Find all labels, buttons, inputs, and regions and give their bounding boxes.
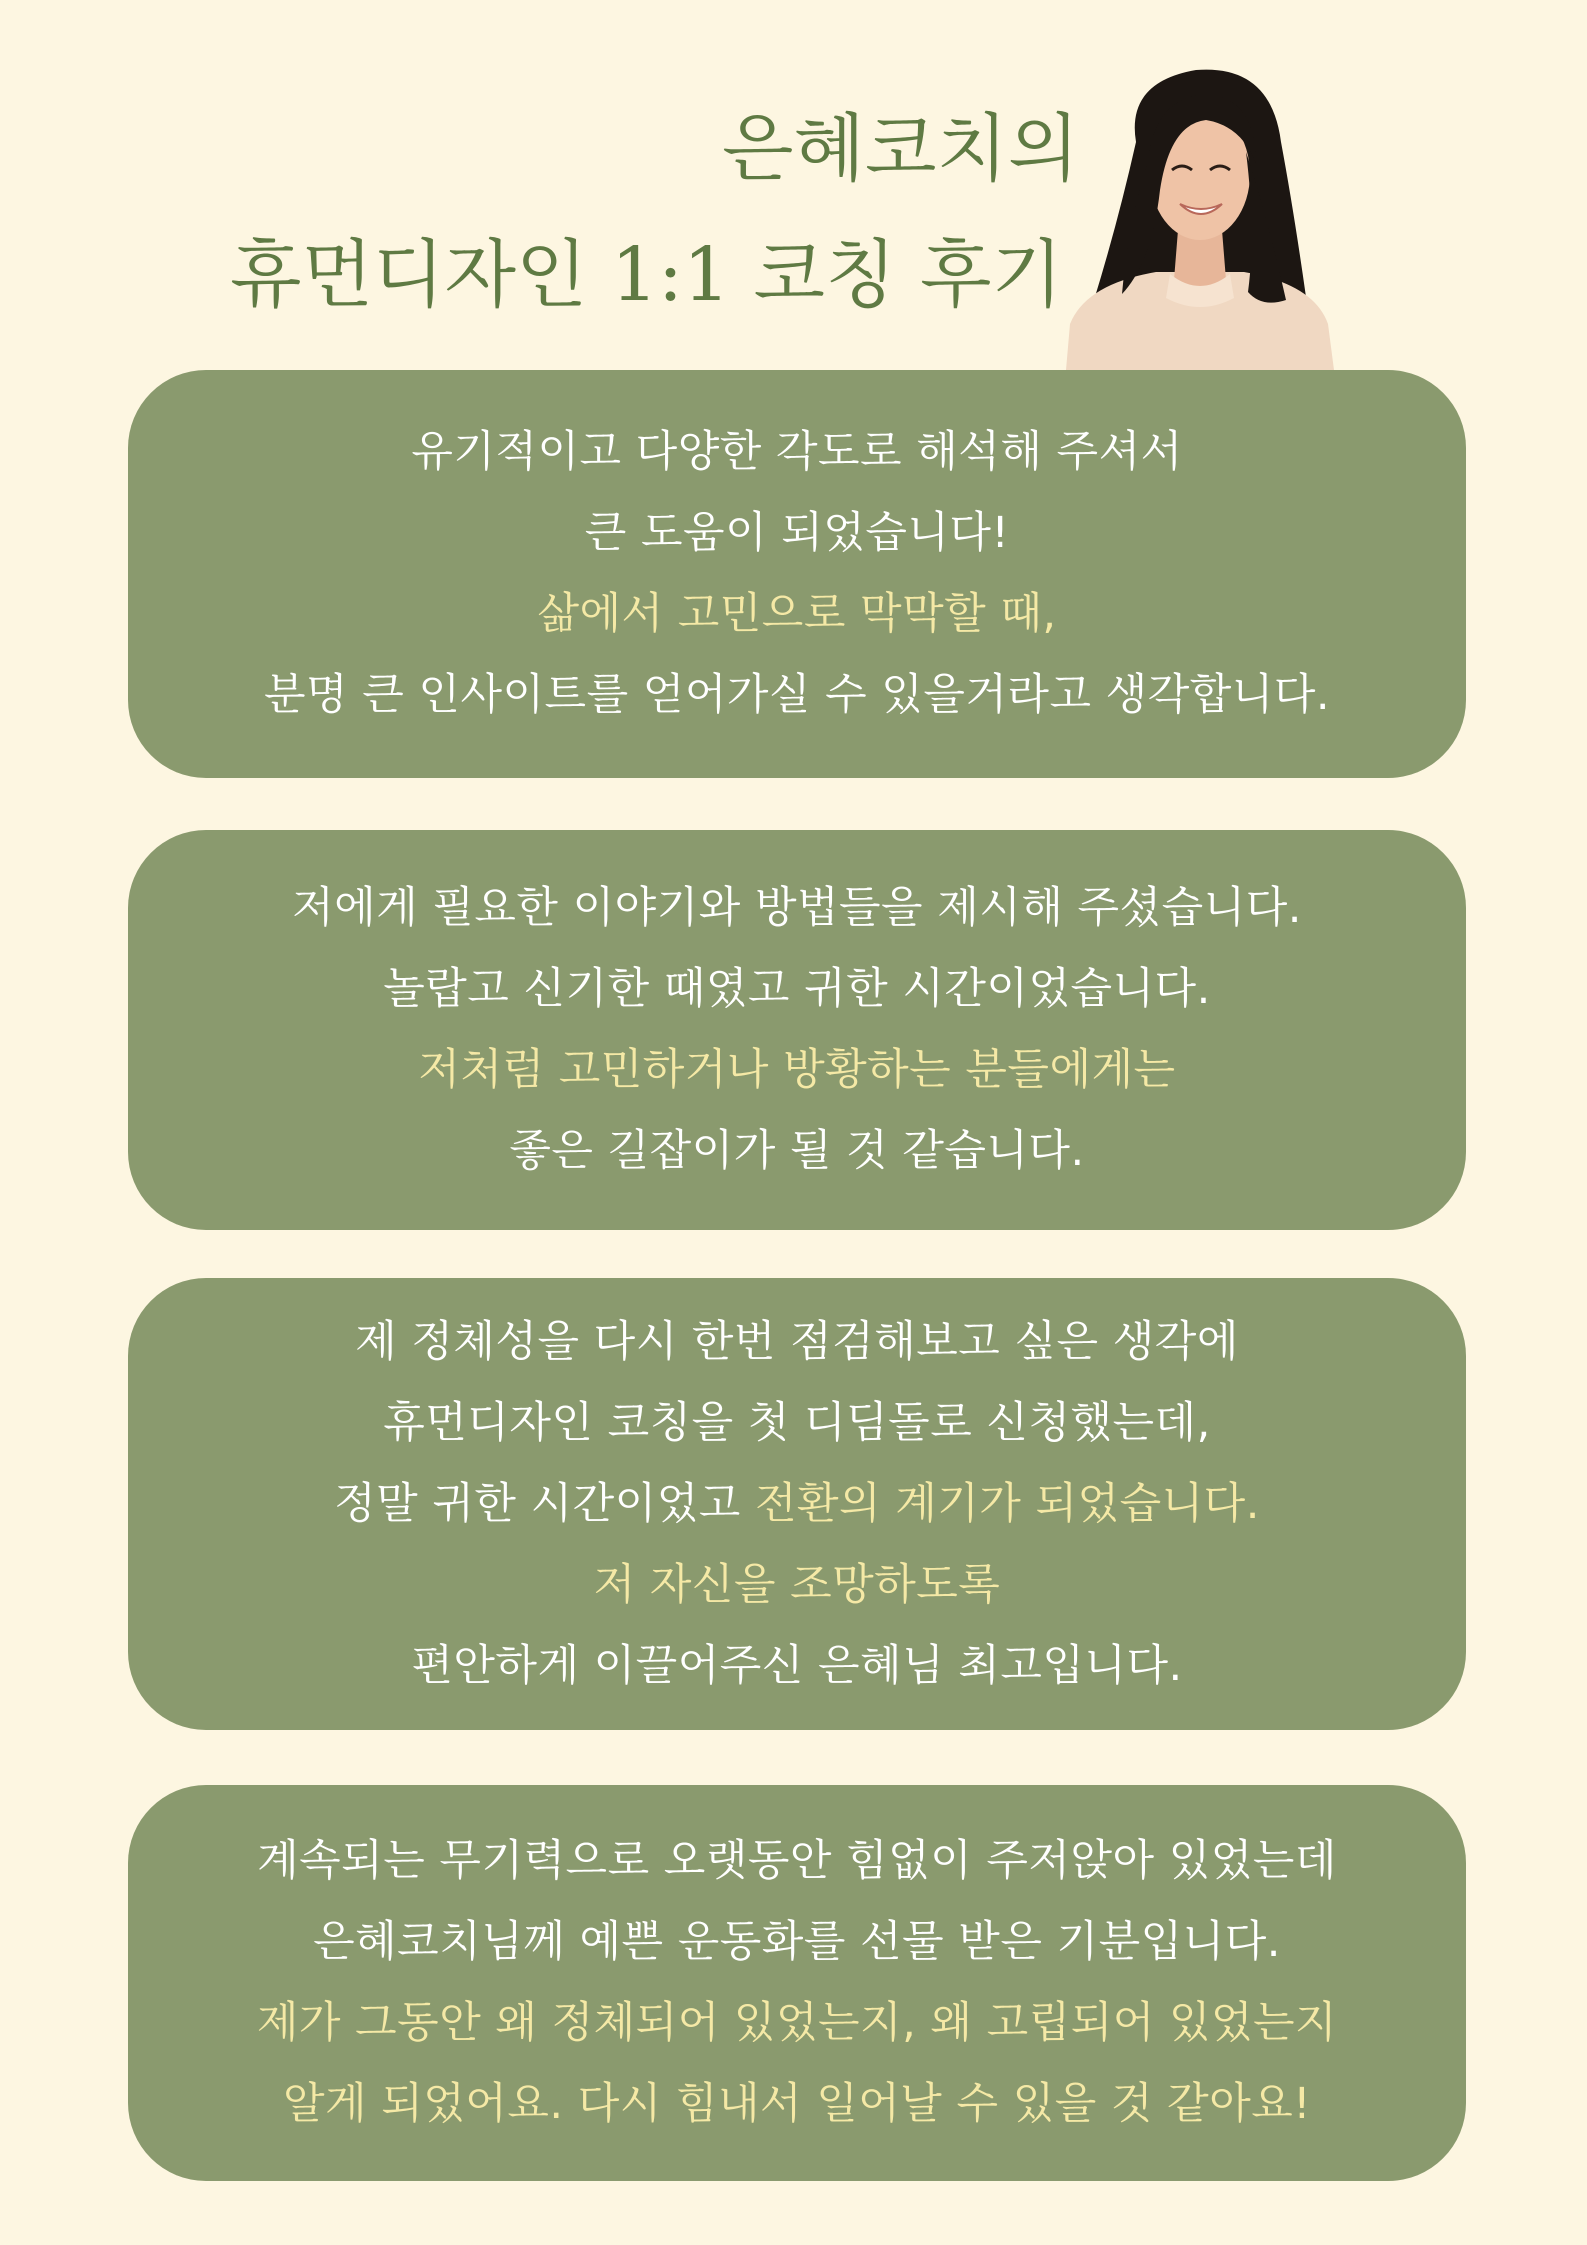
review-2-line-2: 놀랍고 신기한 때였고 귀한 시간이었습니다.: [383, 964, 1211, 1014]
review-2-line-3: 저처럼 고민하거나 방황하는 분들에게는: [418, 1045, 1176, 1095]
review-4-line-3: 제가 그동안 왜 정체되어 있었는지, 왜 고립되어 있었는지: [256, 1998, 1338, 2048]
review-3-line-3: [334, 1464, 1260, 1545]
review-2-line-1: 저에게 필요한 이야기와 방법들을 제시해 주셨습니다.: [292, 883, 1302, 933]
review-card-4: [128, 1785, 1466, 2181]
review-3-line-5: 편안하게 이끌어주신 은혜님 최고입니다.: [411, 1640, 1183, 1691]
review-card-2: [128, 830, 1466, 1230]
review-card-1: [128, 370, 1466, 778]
review-3-line-4: 저 자신을 조망하도록: [593, 1559, 1001, 1610]
review-2-line-4: 좋은 길잡이가 될 것 같습니다.: [509, 1126, 1085, 1176]
review-card-3: [128, 1278, 1466, 1730]
review-1-line-1: 유기적이고 다양한 각도로 해석해 주셔서: [411, 427, 1183, 477]
review-4-line-1: 계속되는 무기력으로 오랫동안 힘없이 주저앉아 있었는데: [257, 1836, 1337, 1886]
review-1-line-4: 분명 큰 인사이트를 얻어가실 수 있을거라고 생각합니다.: [263, 670, 1331, 720]
page-title-line-2: 휴먼디자인 1:1 코칭 후기: [230, 232, 1064, 318]
review-4-line-4: 알게 되었어요. 다시 힘내서 일어날 수 있을 것 같아요!: [282, 2079, 1312, 2129]
review-3-line-1: 제 정체성을 다시 한번 점검해보고 싶은 생각에: [355, 1316, 1239, 1367]
review-3-line-2: 휴먼디자인 코칭을 첫 디딤돌로 신청했는데,: [383, 1397, 1211, 1448]
review-4-line-2: 은혜코치님께 예쁜 운동화를 선물 받은 기분입니다.: [313, 1917, 1281, 1967]
coach-portrait: [1066, 62, 1334, 370]
review-3-line-3-part-1: 정말 귀한 시간이었고: [334, 1478, 755, 1529]
review-1-line-2: 큰 도움이 되었습니다!: [584, 508, 1010, 558]
review-1-line-3: 삶에서 고민으로 막막할 때,: [537, 589, 1057, 639]
review-3-line-3-part-2: 전환의 계기가 되었습니다.: [754, 1478, 1260, 1529]
page-title-line-1: 은혜코치의: [722, 106, 1080, 192]
